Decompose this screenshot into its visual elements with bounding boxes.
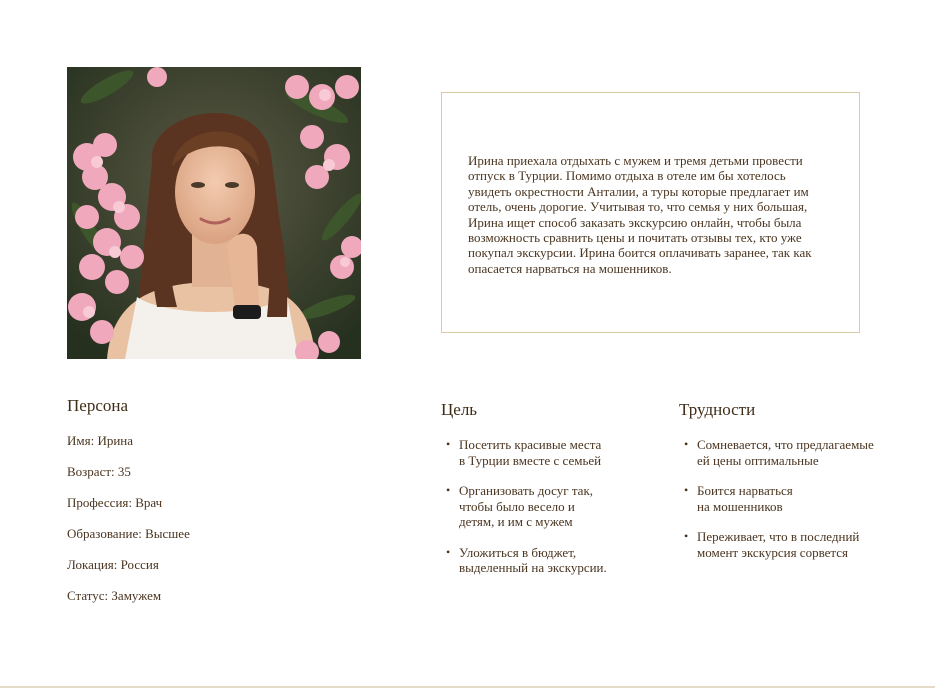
goal-heading: Цель (441, 400, 478, 419)
difficulty-item: • Переживает, что в последний момент экскурсия сорвется (679, 529, 919, 560)
persona-details (67, 433, 190, 619)
persona-photo (67, 67, 361, 359)
story-text: Ирина приехала отдыхать с мужем и тремя детьми провести отпуск в Турции. Помимо отдыха в отеле им бы хотелось увидеть окрестности Анталии, а туры которые предлагает им отель, очень дорогие. Учитывая то, что семья у них большая, Ирина ищет способ заказать экскурсию онлайн, чтобы была возможность сравнить цены и почитать отзывы тех, кто уже покупал экскурсии. Ирина боится оплачивать заранее, так как опасается нарваться на мошенников. (468, 153, 812, 276)
persona-photo-image (67, 67, 361, 359)
persona-education: Образование: Высшее (67, 526, 190, 541)
goal-item: • Посетить красивые места в Турции вместе с семьей (441, 437, 641, 468)
difficulty-item: • Сомневается, что предлагаемые ей цены оптимальные (679, 437, 919, 468)
persona-status: Статус: Замужем (67, 588, 162, 603)
goal-item: • Уложиться в бюджет, выделенный на экскурсии. (441, 545, 641, 576)
persona-heading: Персона (67, 396, 129, 415)
persona-profession: Профессия: Врач (67, 495, 163, 510)
goal-item: • Организовать досуг так, чтобы было весело и детям, и им с мужем (441, 483, 641, 530)
difficulty-item: • Боится нарваться на мошенников (679, 483, 919, 514)
persona-age: Возраст: 35 (67, 464, 131, 479)
bottom-divider (0, 686, 935, 688)
goal-list (441, 437, 641, 591)
persona-name: Имя: Ирина (67, 433, 134, 448)
story-box (441, 92, 860, 333)
difficulties-list (679, 437, 919, 575)
persona-location: Локация: Россия (67, 557, 159, 572)
difficulties-heading: Трудности (679, 400, 756, 419)
